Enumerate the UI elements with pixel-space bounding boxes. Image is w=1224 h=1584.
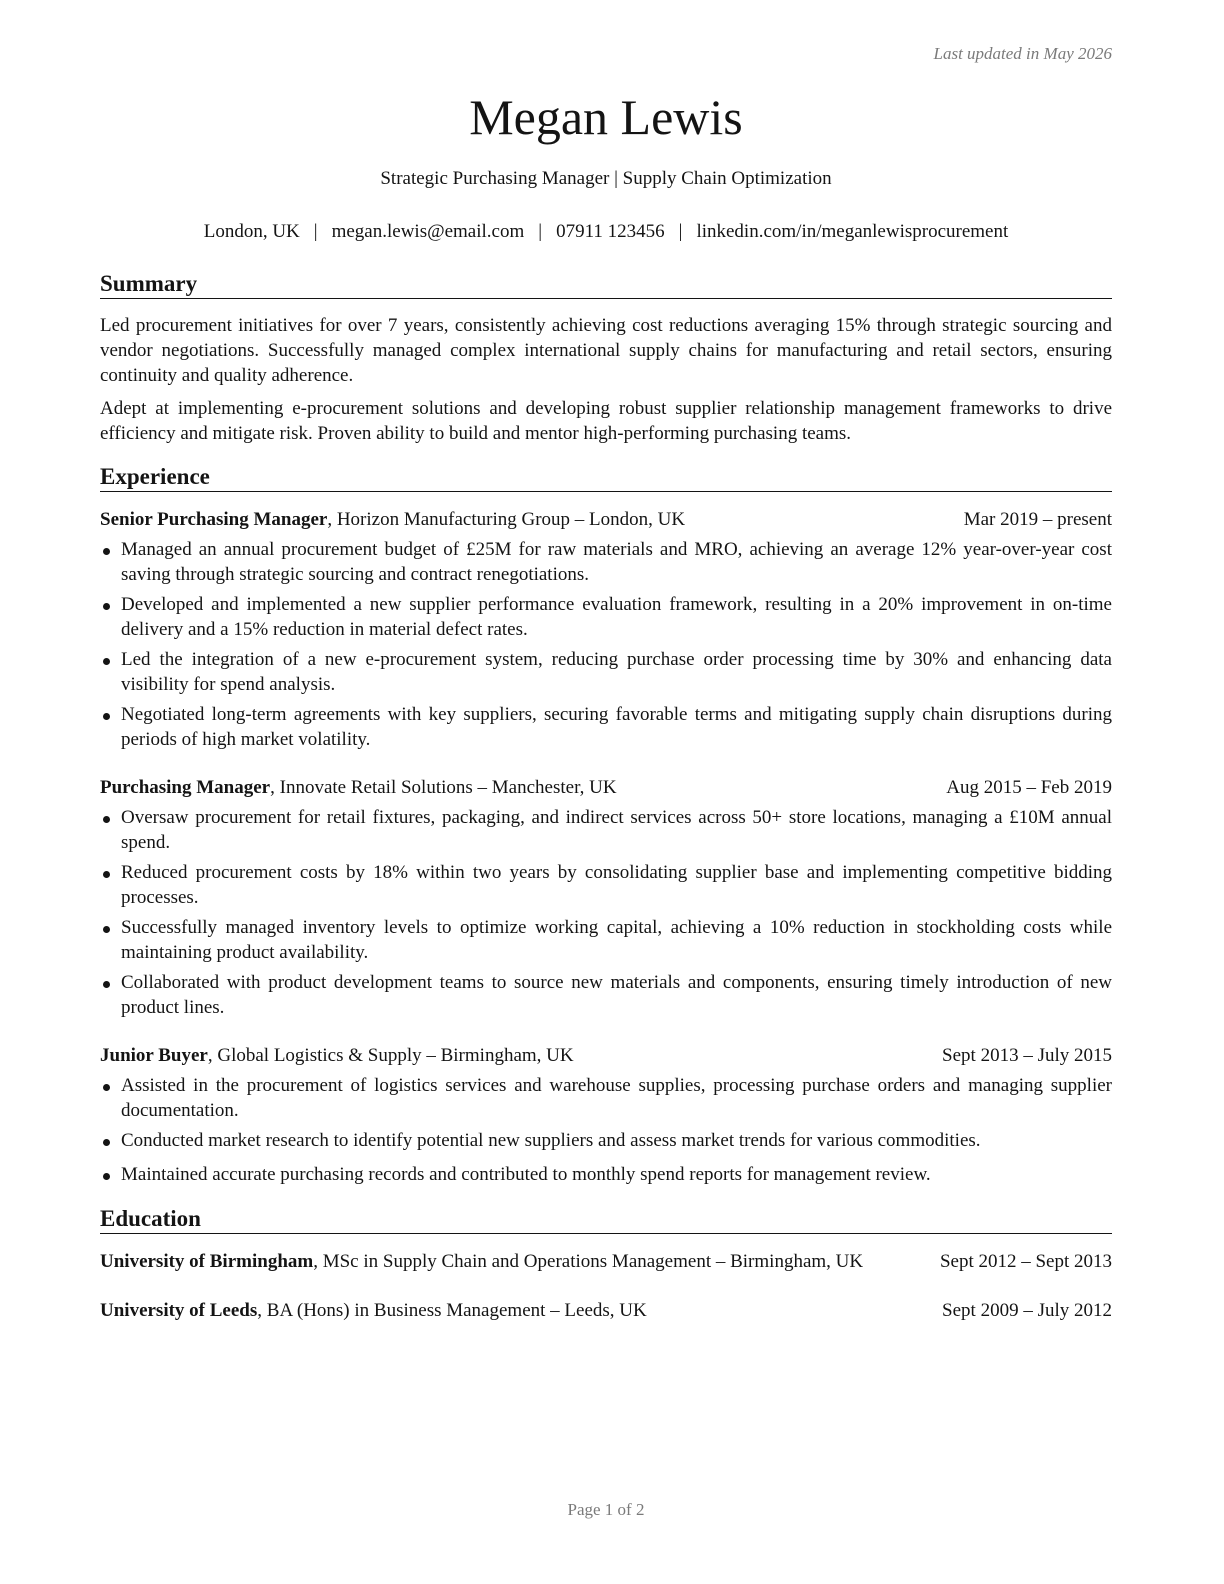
job-bullet (100, 1128, 1112, 1153)
bullet-text: Maintained accurate purchasing records and contributed to monthly spend reports for management review. (121, 1164, 931, 1185)
bullet-text: Successfully managed inventory levels to optimize working capital, achieving a 10% reduction in stockholding costs while maintaining product availability. (121, 917, 1112, 963)
job-bullet (100, 970, 1112, 1020)
bullet-text: Developed and implemented a new supplier performance evaluation framework, resulting in a 20% improvement in on-time delivery and a 15% reduction in material defect rates. (121, 594, 1112, 640)
education-entry (100, 1298, 1112, 1323)
contact-separator: | (313, 221, 318, 242)
job-header (100, 775, 1112, 800)
contact-phone: 07911 123456 (556, 221, 665, 242)
section-title-experience: Experience (100, 464, 1112, 492)
section-title-summary: Summary (100, 271, 1112, 299)
bullet-text: Conducted market research to identify potential new suppliers and assess market trends for various commodities. (121, 1130, 981, 1151)
last-updated-note: Last updated in May 2026 (933, 44, 1112, 63)
section-title-education: Education (100, 1206, 1112, 1234)
bullet-icon (103, 981, 110, 988)
summary-paragraph: Adept at implementing e-procurement solutions and developing robust supplier relationship management frameworks to drive efficiency and mitigate risk. Proven ability to build and mentor high-performing purchasing teams. (100, 398, 1112, 444)
bullet-text: Collaborated with product development teams to source new materials and components, ensuring timely introduction of new product lines. (121, 972, 1112, 1018)
job-role: Purchasing Manager (100, 777, 271, 798)
job-company: , Horizon Manufacturing Group – London, UK (327, 509, 686, 530)
summary-section (100, 271, 1112, 446)
bullet-icon (103, 658, 110, 665)
bullet-text: Led the integration of a new e-procurement system, reducing purchase order processing time by 30% and enhancing data visibility for spend analysis. (121, 649, 1112, 695)
education-school: University of Leeds (100, 1300, 258, 1321)
job-header (100, 1043, 1112, 1068)
bullet-icon (103, 926, 110, 933)
bullet-icon (103, 816, 110, 823)
education-dates: Sept 2009 – July 2012 (942, 1300, 1112, 1321)
job-entry (100, 775, 1112, 1020)
job-bullets (100, 537, 1112, 752)
bullet-icon (103, 871, 110, 878)
education-detail: , MSc in Supply Chain and Operations Management – Birmingham, UK (313, 1251, 864, 1272)
job-bullet (100, 702, 1112, 752)
job-entry (100, 1043, 1112, 1187)
bullet-text: Managed an annual procurement budget of £25M for raw materials and MRO, achieving an average 12% year-over-year cost saving through strategic sourcing and contract renegotiations. (121, 539, 1112, 585)
job-bullet (100, 860, 1112, 910)
bullet-text: Assisted in the procurement of logistics services and warehouse supplies, processing purchase orders and managing supplier documentation. (121, 1075, 1112, 1121)
job-dates: Sept 2013 – July 2015 (942, 1045, 1112, 1066)
bullet-icon (103, 603, 110, 610)
job-entry (100, 507, 1112, 752)
bullet-text: Oversaw procurement for retail fixtures, packaging, and indirect services across 50+ store locations, managing a £10M annual spend. (121, 807, 1112, 853)
contact-separator: | (678, 221, 683, 242)
candidate-headline: Strategic Purchasing Manager | Supply Chain Optimization (380, 168, 832, 189)
contact-line (100, 219, 1112, 245)
contact-linkedin[interactable]: linkedin.com/in/meganlewisprocurement (696, 221, 1009, 242)
bullet-icon (103, 1139, 110, 1146)
bullet-icon (103, 1084, 110, 1091)
job-dates: Aug 2015 – Feb 2019 (946, 777, 1112, 798)
bullet-icon (103, 548, 110, 555)
contact-separator: | (538, 221, 543, 242)
resume-page (100, 0, 1112, 1584)
job-bullet (100, 537, 1112, 587)
bullet-text: Reduced procurement costs by 18% within two years by consolidating supplier base and implementing competitive bidding processes. (121, 862, 1112, 908)
job-role: Senior Purchasing Manager (100, 509, 328, 530)
education-section (100, 1206, 1112, 1323)
job-bullet (100, 592, 1112, 642)
job-bullet (100, 1162, 1112, 1187)
job-company: , Innovate Retail Solutions – Manchester, UK (270, 777, 617, 798)
bullet-icon (103, 713, 110, 720)
contact-location: London, UK (203, 221, 300, 242)
experience-section (100, 464, 1112, 1187)
education-detail: , BA (Hons) in Business Management – Leeds, UK (257, 1300, 647, 1321)
job-company: , Global Logistics & Supply – Birmingham, UK (207, 1045, 574, 1066)
page-number: Page 1 of 2 (567, 1500, 645, 1519)
job-dates: Mar 2019 – present (963, 509, 1112, 530)
contact-email[interactable]: megan.lewis@email.com (331, 221, 525, 242)
job-bullet (100, 1073, 1112, 1123)
job-bullet (100, 647, 1112, 697)
education-school: University of Birmingham (100, 1251, 314, 1272)
candidate-name: Megan Lewis (469, 89, 743, 145)
job-role: Junior Buyer (100, 1045, 208, 1066)
job-bullets (100, 805, 1112, 1020)
job-bullet (100, 805, 1112, 855)
education-entry (100, 1249, 1112, 1274)
summary-paragraph: Led procurement initiatives for over 7 years, consistently achieving cost reductions averaging 15% through strategic sourcing and vendor negotiations. Successfully managed complex international supply chains for manufacturing and retail sectors, ensuring continuity and quality adherence. (100, 315, 1112, 386)
job-bullets (100, 1073, 1112, 1187)
bullet-text: Negotiated long-term agreements with key suppliers, securing favorable terms and mitigating supply chain disruptions during periods of high market volatility. (121, 704, 1112, 750)
education-dates: Sept 2012 – Sept 2013 (939, 1251, 1112, 1272)
job-bullet (100, 915, 1112, 965)
bullet-icon (103, 1173, 110, 1180)
job-header (100, 507, 1112, 532)
